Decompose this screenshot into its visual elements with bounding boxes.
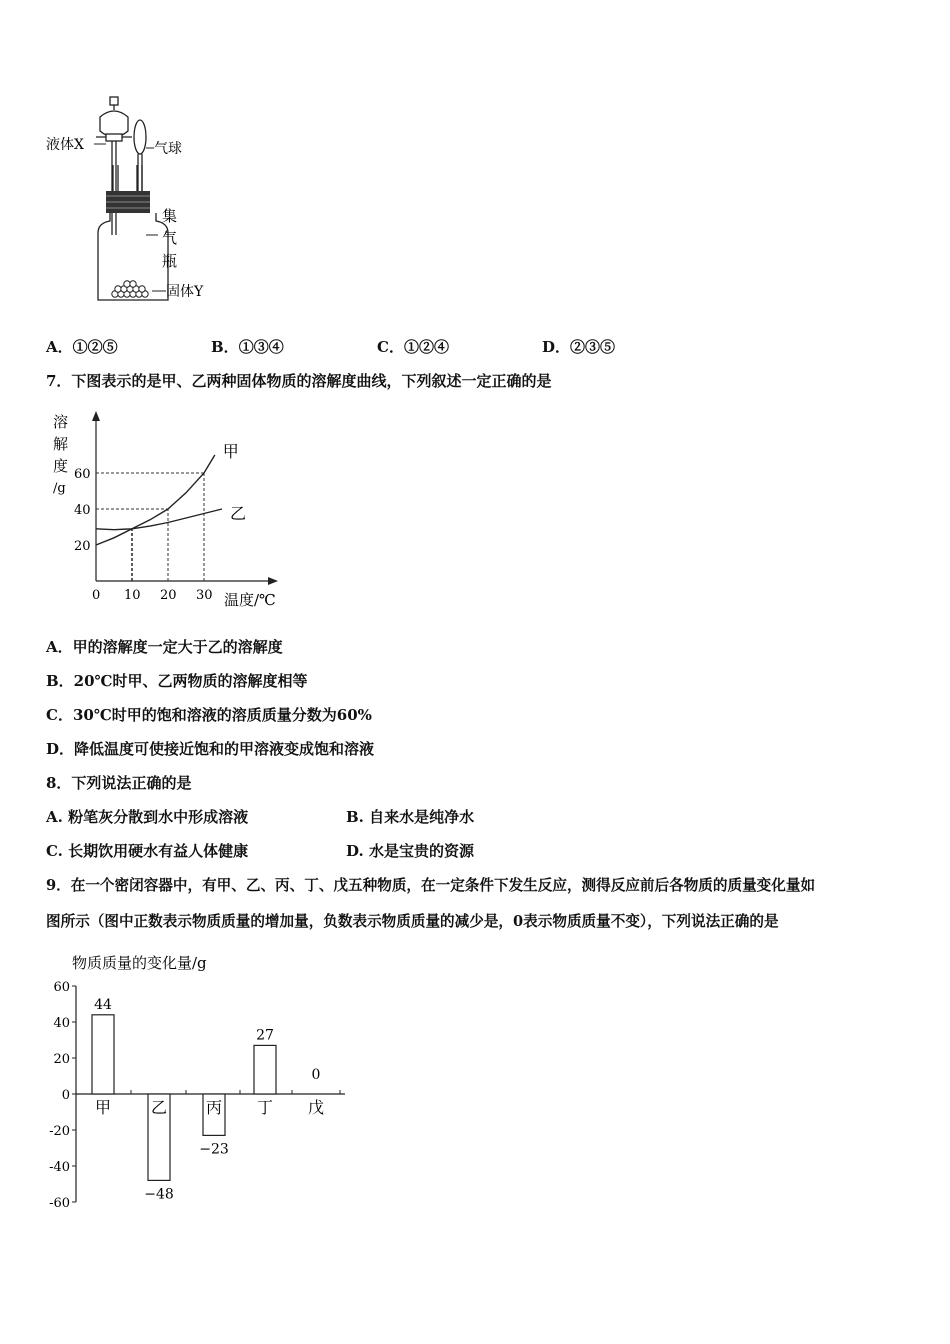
q8-option-d-letter: D. [346,842,364,860]
bottle-label-3: 瓶 [162,252,178,270]
q9-stem-line-1: 9．在一个密闭容器中，有甲、乙、丙、丁、戊五种物质，在一定条件下发生反应，测得反应前后各物质的质量变化量如 [46,877,816,894]
y-tick-label-60: 60 [74,467,91,482]
gas-apparatus-figure [40,95,240,310]
q6-option-b-text: ①③④ [238,338,284,356]
mass-change-bar-chart [40,948,360,1213]
series-line-yi [96,509,222,530]
q6-option-d[interactable] [542,336,615,357]
separatory-funnel [96,97,132,235]
q7-stem: 7．下图表示的是甲、乙两种固体物质的溶解度曲线，下列叙述一定正确的是 [46,372,552,390]
bar-y-tick-label-40: 40 [53,1016,70,1031]
q6-option-b-letter: B． [211,338,239,356]
bar-category-label: 丙 [205,1098,223,1117]
bar-category-label: 丁 [256,1098,274,1117]
q6-option-c-letter: C． [377,338,404,356]
q7-option-a[interactable]: A．甲的溶解度一定大于乙的溶解度 [46,638,283,656]
q8-option-c-letter: C. [46,842,63,860]
x-tick-label-20: 20 [160,588,177,603]
y-tick-label-40: 40 [74,503,91,518]
q6-option-a-text: ①②⑤ [72,338,118,356]
y-tick-label-20: 20 [74,539,91,554]
balloon [134,120,146,195]
ylabel-char-3: 度 [53,457,69,475]
bar-y-tick-label-60: 60 [53,980,70,995]
q8-option-d-text: 水是宝贵的资源 [368,842,474,860]
q8-option-a[interactable] [46,806,248,827]
bar-y-tick-label--20: -20 [49,1124,70,1139]
ylabel-char-1: 溶 [53,413,69,431]
bar-丁 [254,1045,276,1094]
q8-option-c[interactable] [46,840,248,861]
rubber-stopper [106,165,150,213]
q8-option-b[interactable] [346,806,474,827]
q7-option-d[interactable]: D．降低温度可使接近饱和的甲溶液变成饱和溶液 [46,740,375,758]
y-axis-arrow [92,411,100,421]
q7-option-b[interactable]: B．20℃时甲、乙两物质的溶解度相等 [46,672,308,690]
x-tick-label-30: 30 [196,588,213,603]
bottle-label-2: 气 [162,229,178,247]
bar-y-tick-label-20: 20 [53,1052,70,1067]
series-label-yi: 乙 [230,504,247,523]
solid-pellets [112,281,148,297]
q6-option-a-letter: A． [46,338,73,356]
x-tick-label-0: 0 [92,588,101,603]
solid-y-label: 固体Y [166,284,204,300]
bar-category-label: 乙 [150,1098,168,1117]
bar-y-tick-label--60: -60 [49,1196,70,1211]
series-label-jia: 甲 [222,442,239,461]
bar-y-tick-label-0: 0 [61,1088,70,1103]
xlabel: 温度/℃ [224,591,276,609]
bar-y-tick-label--40: -40 [49,1160,70,1175]
solubility-chart [40,405,300,615]
q6-option-d-text: ②③⑤ [570,338,616,356]
q7-option-c[interactable]: C．30℃时甲的饱和溶液的溶质质量分数为60% [46,706,372,724]
bar-category-label: 戊 [307,1098,325,1117]
x-tick-label-10: 10 [124,588,141,603]
q9-stem-line-2: 图所示（图中正数表示物质质量的增加量，负数表示物质质量的减少是，0表示物质质量不变），下列说法正确的是 [46,913,779,930]
bar-value-label: 44 [94,996,112,1013]
q6-option-c[interactable] [377,336,449,357]
bar-chart-title: 物质质量的变化量/g [72,954,207,972]
bar-value-label: −23 [199,1141,229,1158]
q8-option-c-text: 长期饮用硬水有益人体健康 [68,842,249,860]
bar-value-label: 0 [311,1067,321,1083]
liquid-x-label: 液体X [46,137,84,153]
q8-option-d[interactable] [346,840,474,861]
q8-option-b-letter: B. [346,808,364,826]
bar-value-label: −48 [144,1186,174,1203]
ylabel-char-4: /g [53,481,66,496]
q8-option-a-letter: A. [46,808,63,826]
bottle-label-1: 集 [162,207,178,225]
q6-option-c-text: ①②④ [403,338,449,356]
bar-value-label: 27 [256,1027,274,1044]
bar-甲 [92,1015,114,1094]
bar-category-label: 甲 [94,1098,112,1117]
ylabel-char-2: 解 [53,435,69,453]
q6-option-a[interactable] [46,336,118,357]
q6-option-d-letter: D． [542,338,571,356]
q8-option-a-text: 粉笔灰分散到水中形成溶液 [68,808,249,826]
series-line-jia [96,455,215,545]
q8-stem: 8．下列说法正确的是 [46,774,192,792]
balloon-label: 气球 [154,141,182,157]
q8-option-b-text: 自来水是纯净水 [369,808,475,826]
q6-option-b[interactable] [211,336,284,357]
x-axis-arrow [268,577,278,585]
